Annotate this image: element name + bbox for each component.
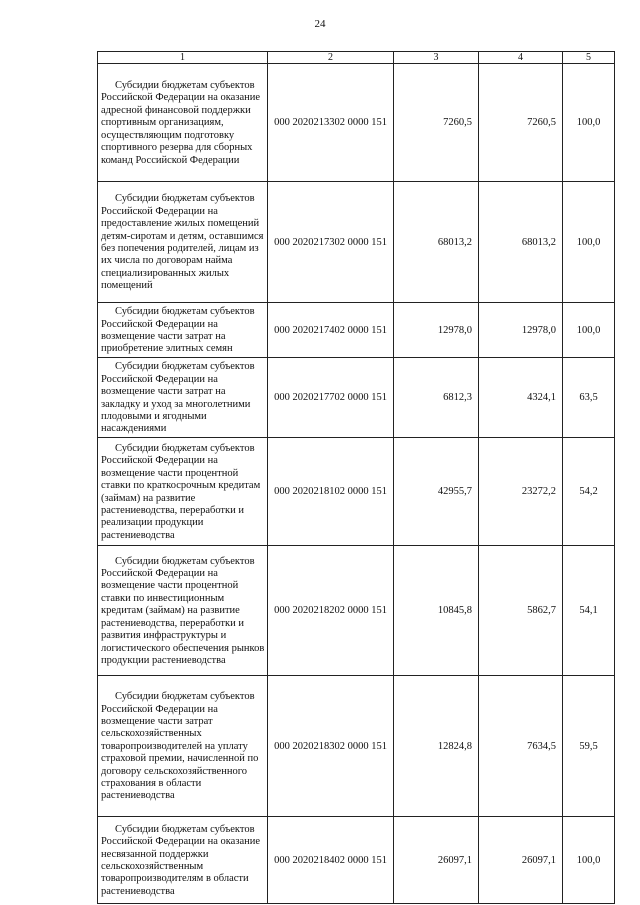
row-description: Субсидии бюджетам субъектов Российской Федерации на оказание адресной финансовой поддержки спортивным организациям, осуществляющим подготовку спортивного резерва для сборных команд Российской Федерации xyxy=(101,80,261,166)
page-number: 24 xyxy=(314,18,326,30)
row-code: 000 2020218202 0000 151 xyxy=(268,546,394,676)
row-description: Субсидии бюджетам субъектов Российской Федерации на возмещение части затрат на закладку и уход за многолетними плодовыми и ягодными насаждениями xyxy=(101,361,255,435)
row-planned: 12978,0 xyxy=(394,303,479,358)
row-planned: 68013,2 xyxy=(394,182,479,303)
header-col-2: 2 xyxy=(268,52,394,64)
row-code: 000 2020217302 0000 151 xyxy=(268,182,394,303)
row-code: 000 2020213302 0000 151 xyxy=(268,64,394,182)
row-description: Субсидии бюджетам субъектов Российской Федерации на возмещение части затрат сельскохозяйственных товаропроизводителей на уплату страховой премии, начисленной по договору сельскохозяйственного страхования в области растениеводства xyxy=(101,691,259,802)
row-planned: 7260,5 xyxy=(394,64,479,182)
row-planned: 12824,8 xyxy=(394,676,479,817)
table-row xyxy=(98,546,615,676)
row-executed: 68013,2 xyxy=(479,182,563,303)
row-executed: 5862,7 xyxy=(479,546,563,676)
row-description: Субсидии бюджетам субъектов Российской Федерации на возмещение части процентной ставки по инвестиционным кредитам (займам) на развитие растениеводства, переработки и развития инфраструктуры и логистического обеспечения рынков продукции растениеводства xyxy=(101,555,265,666)
row-description: Субсидии бюджетам субъектов Российской Федерации на возмещение части процентной ставки по краткосрочным кредитам (займам) на развитие растениеводства, переработки и реализации продукции растениеводства xyxy=(101,442,261,541)
row-code: 000 2020218302 0000 151 xyxy=(268,676,394,817)
budget-table xyxy=(97,51,615,904)
row-percent: 63,5 xyxy=(563,358,615,438)
header-col-1: 1 xyxy=(98,52,268,64)
row-executed: 7260,5 xyxy=(479,64,563,182)
header-col-3: 3 xyxy=(394,52,479,64)
row-description: Субсидии бюджетам субъектов Российской Федерации на возмещение части затрат на приобретение элитных семян xyxy=(101,306,255,355)
table-row xyxy=(98,358,615,438)
row-code: 000 2020217702 0000 151 xyxy=(268,358,394,438)
row-planned: 10845,8 xyxy=(394,546,479,676)
row-percent: 100,0 xyxy=(563,182,615,303)
row-percent: 54,2 xyxy=(563,438,615,546)
row-executed: 12978,0 xyxy=(479,303,563,358)
row-planned: 26097,1 xyxy=(394,817,479,904)
row-percent: 59,5 xyxy=(563,676,615,817)
header-col-5: 5 xyxy=(563,52,615,64)
row-percent: 100,0 xyxy=(563,303,615,358)
row-executed: 26097,1 xyxy=(479,817,563,904)
row-planned: 42955,7 xyxy=(394,438,479,546)
header-row xyxy=(98,52,615,64)
table-row xyxy=(98,817,615,904)
row-planned: 6812,3 xyxy=(394,358,479,438)
row-code: 000 2020218102 0000 151 xyxy=(268,438,394,546)
row-description: Субсидии бюджетам субъектов Российской Федерации на предоставление жилых помещений детям-сиротам и детям, оставшимся без попечения родителей, лицам из их числа по договорам найма специализированных жилых помещений xyxy=(101,193,264,292)
row-description: Субсидии бюджетам субъектов Российской Федерации на оказание несвязанной поддержки сельскохозяйственным товаропроизводителям в области растениеводства xyxy=(101,823,261,897)
row-executed: 7634,5 xyxy=(479,676,563,817)
row-executed: 23272,2 xyxy=(479,438,563,546)
row-percent: 100,0 xyxy=(563,817,615,904)
row-code: 000 2020218402 0000 151 xyxy=(268,817,394,904)
row-percent: 100,0 xyxy=(563,64,615,182)
row-code: 000 2020217402 0000 151 xyxy=(268,303,394,358)
table-row xyxy=(98,676,615,817)
table-row xyxy=(98,64,615,182)
table-row xyxy=(98,182,615,303)
row-percent: 54,1 xyxy=(563,546,615,676)
table-row xyxy=(98,438,615,546)
row-executed: 4324,1 xyxy=(479,358,563,438)
header-col-4: 4 xyxy=(479,52,563,64)
table-row xyxy=(98,303,615,358)
